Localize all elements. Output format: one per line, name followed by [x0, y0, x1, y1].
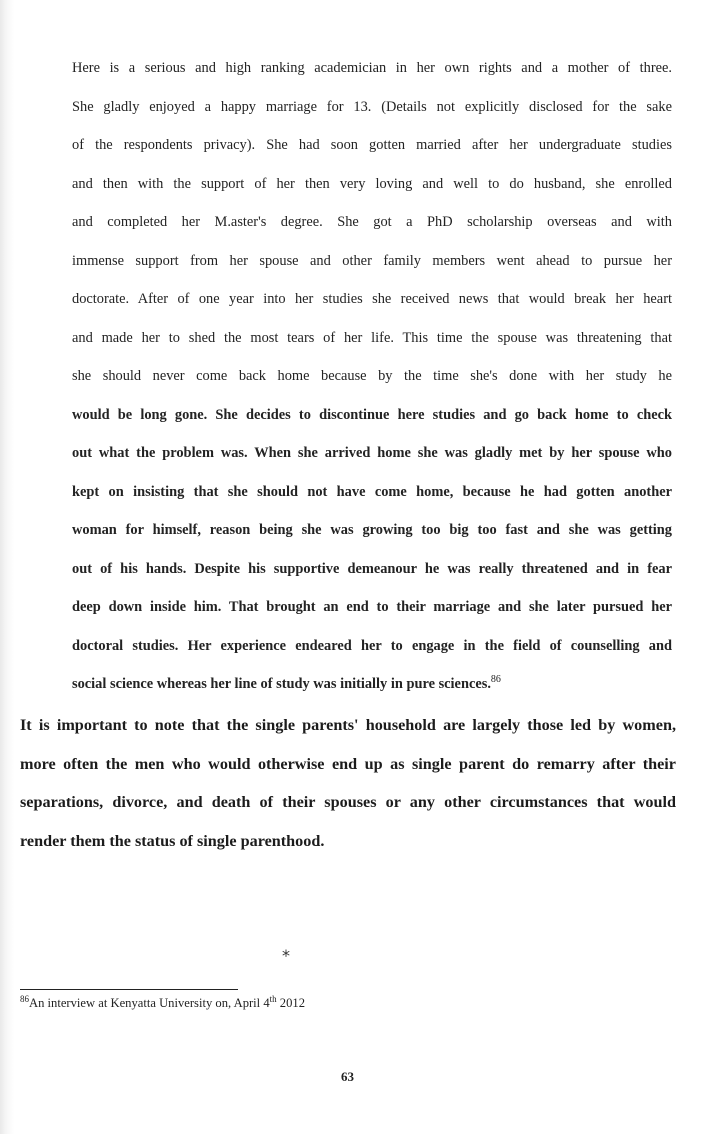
quote-line: and made her to shed the most tears of her life. This time the spouse was threatening that: [72, 329, 672, 346]
quote-line: She gladly enjoyed a happy marriage for 13. (Details not explicitly disclosed for the sake: [72, 98, 672, 115]
quote-line: woman for himself, reason being she was growing too big too fast and she was getting: [72, 522, 672, 538]
footnote-year: 2012: [276, 996, 305, 1010]
asterisk-mark: *: [282, 946, 290, 965]
quote-line: and then with the support of her then very loving and well to do husband, she enrolled: [72, 175, 672, 192]
quote-line: Here is a serious and high ranking academician in her own rights and a mother of three.: [72, 60, 672, 76]
paragraph-line: render them the status of single parenthood.: [20, 831, 325, 850]
footnote-text: An interview at Kenyatta University on, April 4: [29, 996, 270, 1010]
quote-line: would be long gone. She decides to discontinue here studies and go back home to check: [72, 406, 672, 423]
quote-line: out what the problem was. When she arrived home she was gladly met by her spouse who: [72, 445, 672, 461]
footnote-ordinal-suffix: th: [269, 993, 277, 1004]
indented-quote-block: [72, 49, 672, 704]
paragraph-line: more often the men who would otherwise end up as single parent do remarry after their: [20, 754, 676, 773]
footnote-number: 86: [20, 993, 29, 1004]
quote-line: kept on insisting that she should not have come home, because he had gotten another: [72, 483, 672, 500]
quote-line: and completed her M.aster's degree. She got a PhD scholarship overseas and with: [72, 214, 672, 230]
quote-line: doctorate. After of one year into her studies she received news that would break her heart: [72, 291, 672, 307]
page-number: 63: [341, 1069, 354, 1084]
quote-line: she should never come back home because by the time she's done with her study he: [72, 368, 672, 384]
footnote-reference[interactable]: 86: [490, 674, 501, 686]
quote-line: of the respondents privacy). She had soon gotten married after her undergraduate studies: [72, 137, 672, 153]
footnote-divider: [20, 989, 238, 990]
quote-last-line: [72, 665, 672, 704]
paragraph-line: It is important to note that the single parents' household are largely those led by women,: [20, 716, 676, 734]
quote-line: doctoral studies. Her experience endeared her to engage in the field of counselling and: [72, 637, 672, 654]
quote-line: out of his hands. Despite his supportive demeanour he was really threatened and in fear: [72, 560, 672, 577]
paragraph-line: separations, divorce, and death of their spouses or any other circumstances that would: [20, 793, 676, 811]
footnote: [20, 993, 305, 1011]
quote-line: deep down inside him. That brought an end to their marriage and she later pursued her: [72, 599, 672, 615]
quote-line: immense support from her spouse and other family members went ahead to pursue her: [72, 252, 672, 269]
quote-line-text: social science whereas her line of study was initially in pure sciences.: [72, 676, 491, 692]
body-paragraph: [20, 706, 676, 860]
